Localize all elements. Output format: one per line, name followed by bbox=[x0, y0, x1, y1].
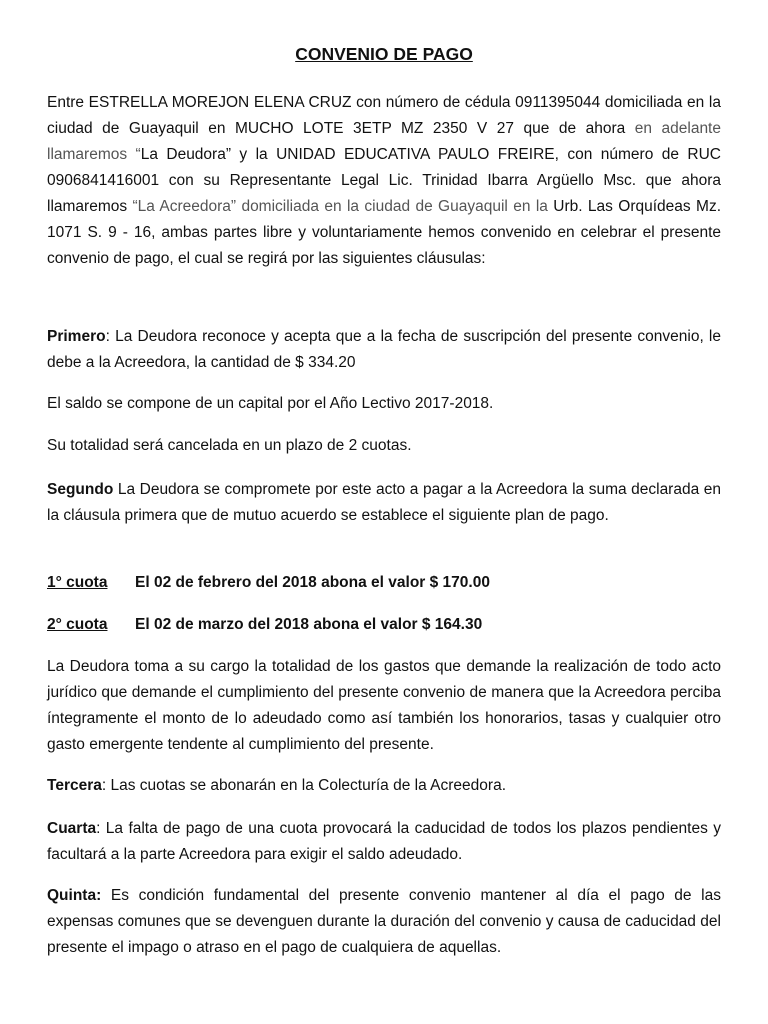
clause-quinta bbox=[47, 883, 721, 961]
intro-text-5: “La Acreedora” domiciliada en la ciudad de Guayaquil en la bbox=[132, 198, 548, 215]
clause-tercera-text: : Las cuotas se abonarán en la Colecturía de la Acreedora. bbox=[101, 777, 506, 794]
clause-tercera-label: Tercera bbox=[47, 777, 102, 794]
cuota-text-1: El 02 de febrero del 2018 abona el valor $ 170.00 bbox=[135, 574, 490, 591]
cuota-text-2: El 02 de marzo del 2018 abona el valor $ 164.30 bbox=[135, 616, 483, 633]
clause-primero bbox=[47, 324, 721, 376]
totalidad-paragraph: Su totalidad será cancelada en un plazo de 2 cuotas. bbox=[47, 437, 412, 454]
clause-quinta-text: Es condición fundamental del presente convenio mantener al día el pago de las expensas comunes que se devenguen durante la duración del convenio y causa de caducidad del presente el impago o atraso en el pago de cualquiera de aquellas. bbox=[47, 887, 721, 956]
clause-cuarta-text: : La falta de pago de una cuota provocará la caducidad de todos los plazos pendientes y facultará a la parte Acreedora para exigir el saldo adeudado. bbox=[47, 820, 721, 863]
saldo-paragraph: El saldo se compone de un capital por el Año Lectivo 2017-2018. bbox=[47, 395, 494, 412]
clause-segundo-text: La Deudora se compromete por este acto a pagar a la Acreedora la suma declarada en la cláusula primera que de mutuo acuerdo se establece el siguiente plan de pago. bbox=[47, 481, 721, 524]
clause-primero-label: Primero bbox=[47, 328, 106, 345]
intro-text-4: ” y la UNIDAD EDUCATIVA PAULO FREIRE, con número de RUC 0906841416001 con su Representante Legal Lic. Trinidad Ibarra Argüello Msc. que ahora llamaremos bbox=[47, 146, 722, 215]
document-title: CONVENIO DE PAGO bbox=[295, 44, 473, 64]
intro-text-3: La Deudora bbox=[140, 146, 226, 163]
clause-primero-text: : La Deudora reconoce y acepta que a la fecha de suscripción del presente convenio, le debe a la Acreedora, la cantidad de $ 334.20 bbox=[47, 328, 721, 371]
cuota-label-1: 1° cuota bbox=[47, 574, 108, 591]
clause-cuarta bbox=[47, 816, 721, 868]
gastos-paragraph: La Deudora toma a su cargo la totalidad de los gastos que demande la realización de todo acto jurídico que demande el cumplimiento del presente convenio de manera que la Acreedora perciba íntegramente el monto de lo adeudado como así también los honorarios, tasas y cualquier otro gasto emergente tendente al cumplimiento del presente. bbox=[47, 658, 721, 753]
cuota-row-2 bbox=[47, 612, 721, 638]
clause-quinta-label: Quinta: bbox=[47, 887, 102, 904]
clause-segundo bbox=[47, 477, 721, 529]
clause-cuarta-label: Cuarta bbox=[47, 820, 97, 837]
cuota-row-1 bbox=[47, 570, 721, 596]
clause-segundo-label: Segundo bbox=[47, 481, 114, 498]
intro-text-2: en adelante llamaremos “ bbox=[47, 120, 721, 163]
cuota-label-2: 2° cuota bbox=[47, 616, 108, 633]
intro-text-6: Urb. Las Orquídeas Mz. 1071 S. 9 - 16, ambas partes libre y voluntariamente hemos convenido en celebrar el presente convenio de pago, el cual se regirá por las siguientes cláusulas: bbox=[47, 198, 722, 267]
intro-paragraph bbox=[47, 90, 721, 272]
clause-tercera bbox=[47, 773, 721, 799]
intro-text-1: Entre ESTRELLA MOREJON ELENA CRUZ con número de cédula 0911395044 domiciliada en la ciudad de Guayaquil en MUCHO LOTE 3ETP MZ 2350 V 27 que de ahora bbox=[47, 94, 721, 137]
